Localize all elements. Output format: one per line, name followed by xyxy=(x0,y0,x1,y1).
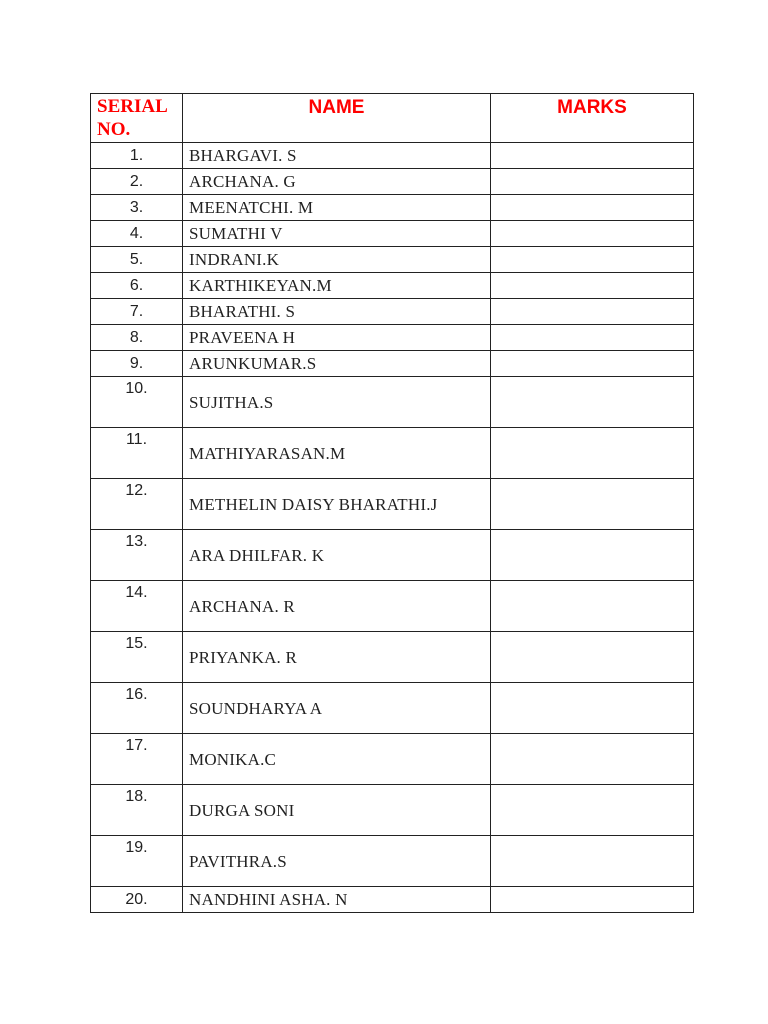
marks-cell[interactable] xyxy=(491,377,694,428)
marks-cell[interactable] xyxy=(491,325,694,351)
marks-cell[interactable] xyxy=(491,428,694,479)
marks-cell[interactable] xyxy=(491,143,694,169)
table-row xyxy=(91,734,694,785)
serial-cell: 18. xyxy=(91,785,183,836)
name-cell: BHARATHI. S xyxy=(183,299,491,325)
table-row xyxy=(91,785,694,836)
table-row xyxy=(91,221,694,247)
name-cell: INDRANI.K xyxy=(183,247,491,273)
marks-cell[interactable] xyxy=(491,169,694,195)
marks-cell[interactable] xyxy=(491,887,694,913)
marks-cell[interactable] xyxy=(491,351,694,377)
serial-cell: 12. xyxy=(91,479,183,530)
table-row xyxy=(91,836,694,887)
marks-cell[interactable] xyxy=(491,632,694,683)
table-row xyxy=(91,530,694,581)
name-cell: SUJITHA.S xyxy=(183,377,491,428)
marks-cell[interactable] xyxy=(491,581,694,632)
serial-cell: 10. xyxy=(91,377,183,428)
table-row xyxy=(91,143,694,169)
table-row xyxy=(91,247,694,273)
table-row xyxy=(91,377,694,428)
marks-cell[interactable] xyxy=(491,734,694,785)
serial-cell: 4. xyxy=(91,221,183,247)
serial-cell: 2. xyxy=(91,169,183,195)
name-cell: PRIYANKA. R xyxy=(183,632,491,683)
serial-cell: 1. xyxy=(91,143,183,169)
marks-cell[interactable] xyxy=(491,195,694,221)
table-row xyxy=(91,479,694,530)
name-cell: DURGA SONI xyxy=(183,785,491,836)
serial-cell: 5. xyxy=(91,247,183,273)
serial-cell: 8. xyxy=(91,325,183,351)
serial-cell: 7. xyxy=(91,299,183,325)
table-row xyxy=(91,273,694,299)
name-cell: KARTHIKEYAN.M xyxy=(183,273,491,299)
name-cell: MONIKA.C xyxy=(183,734,491,785)
name-cell: MEENATCHI. M xyxy=(183,195,491,221)
table-row xyxy=(91,325,694,351)
name-cell: BHARGAVI. S xyxy=(183,143,491,169)
table-row xyxy=(91,169,694,195)
table-row xyxy=(91,581,694,632)
serial-cell: 15. xyxy=(91,632,183,683)
marks-header: MARKS xyxy=(491,94,694,143)
name-cell: PAVITHRA.S xyxy=(183,836,491,887)
serial-cell: 3. xyxy=(91,195,183,221)
name-cell: NANDHINI ASHA. N xyxy=(183,887,491,913)
name-cell: SUMATHI V xyxy=(183,221,491,247)
marks-cell[interactable] xyxy=(491,530,694,581)
name-header: NAME xyxy=(183,94,491,143)
marks-cell[interactable] xyxy=(491,221,694,247)
marks-cell[interactable] xyxy=(491,683,694,734)
marks-cell[interactable] xyxy=(491,479,694,530)
marks-cell[interactable] xyxy=(491,785,694,836)
table-row xyxy=(91,299,694,325)
serial-cell: 17. xyxy=(91,734,183,785)
name-cell: MATHIYARASAN.M xyxy=(183,428,491,479)
serial-cell: 20. xyxy=(91,887,183,913)
header-row xyxy=(91,94,694,143)
marks-cell[interactable] xyxy=(491,247,694,273)
serial-cell: 13. xyxy=(91,530,183,581)
table-row xyxy=(91,351,694,377)
marks-table xyxy=(90,93,694,913)
serial-cell: 14. xyxy=(91,581,183,632)
marks-cell[interactable] xyxy=(491,836,694,887)
table-row xyxy=(91,683,694,734)
serial-cell: 6. xyxy=(91,273,183,299)
table-row xyxy=(91,887,694,913)
serial-cell: 16. xyxy=(91,683,183,734)
serial-cell: 9. xyxy=(91,351,183,377)
name-cell: METHELIN DAISY BHARATHI.J xyxy=(183,479,491,530)
name-cell: ARA DHILFAR. K xyxy=(183,530,491,581)
name-cell: ARCHANA. G xyxy=(183,169,491,195)
serial-cell: 11. xyxy=(91,428,183,479)
name-cell: PRAVEENA H xyxy=(183,325,491,351)
name-cell: ARUNKUMAR.S xyxy=(183,351,491,377)
serial-no-header: SERIAL NO. xyxy=(91,94,183,143)
name-cell: ARCHANA. R xyxy=(183,581,491,632)
table-row xyxy=(91,632,694,683)
table-row xyxy=(91,428,694,479)
marks-cell[interactable] xyxy=(491,273,694,299)
marks-cell[interactable] xyxy=(491,299,694,325)
table-row xyxy=(91,195,694,221)
name-cell: SOUNDHARYA A xyxy=(183,683,491,734)
serial-cell: 19. xyxy=(91,836,183,887)
